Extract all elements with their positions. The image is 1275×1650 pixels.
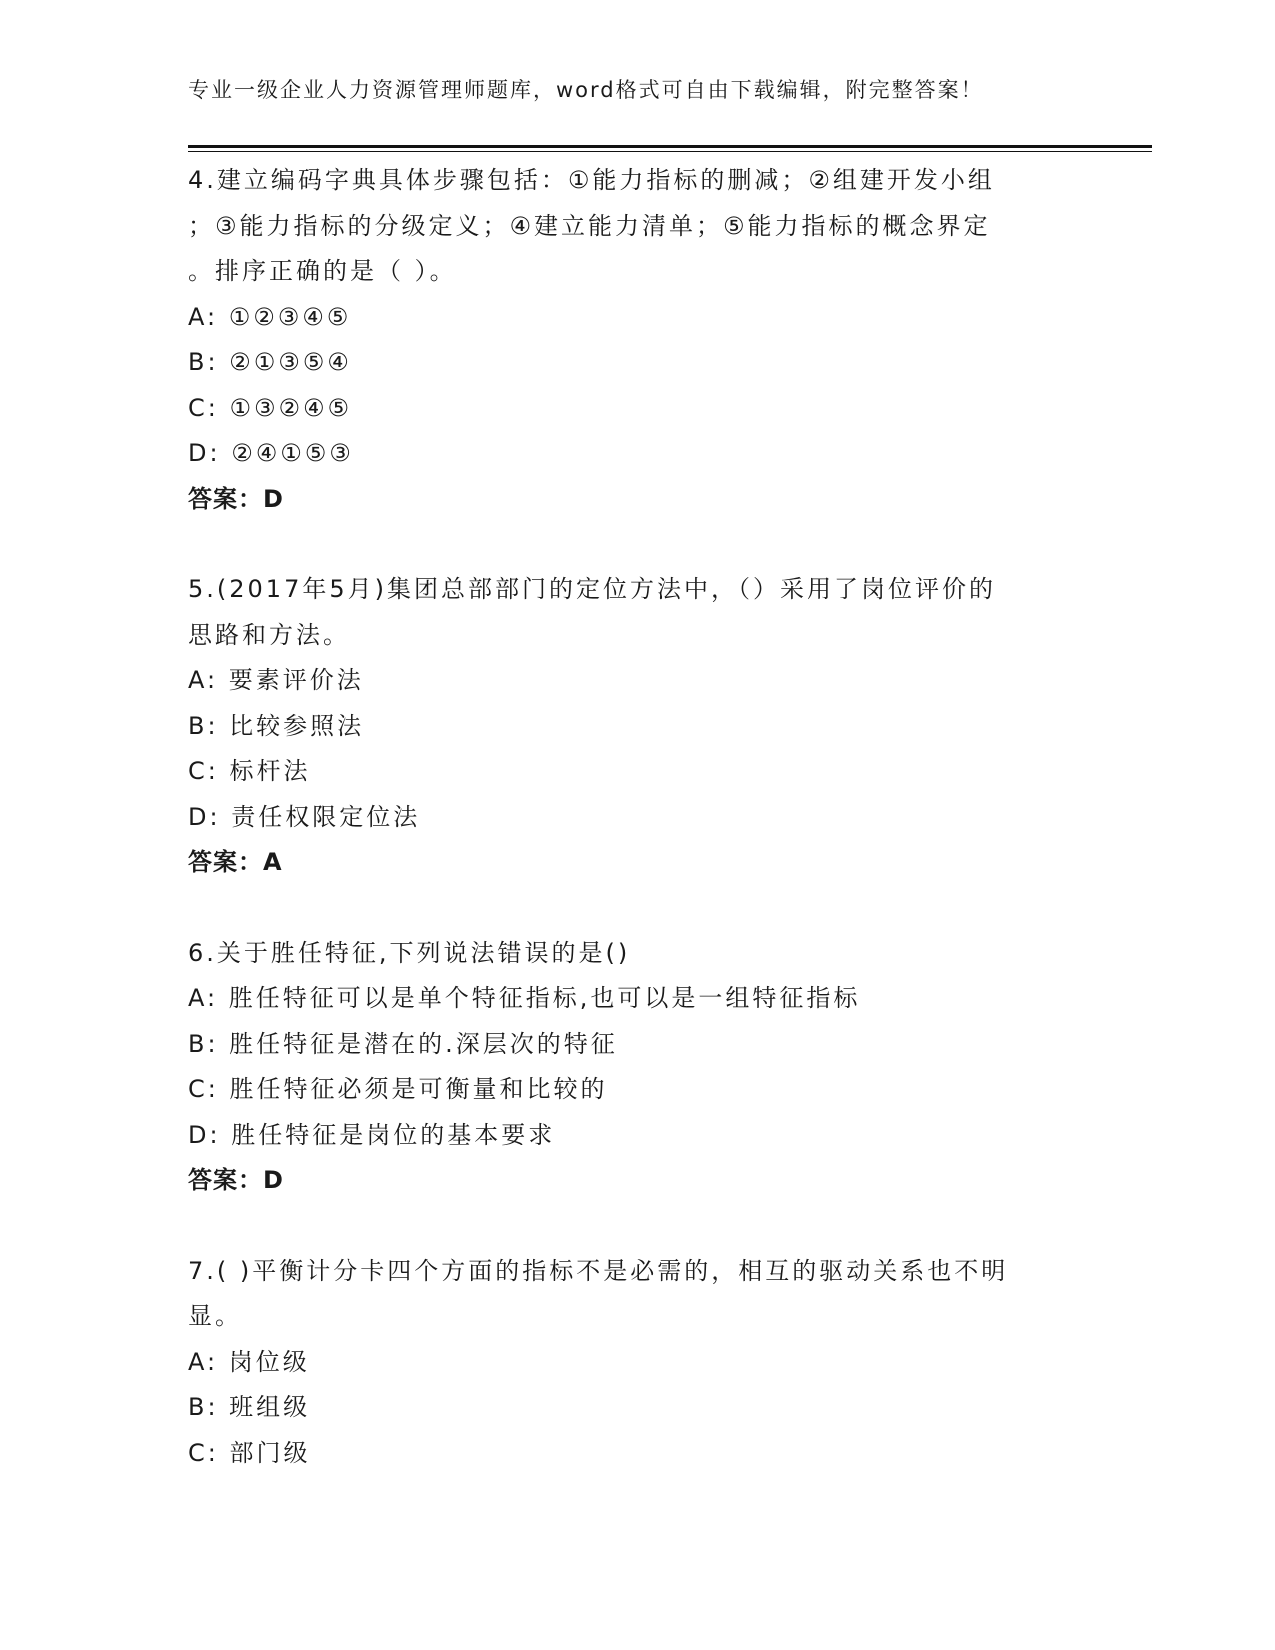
option-a: A: 要素评价法 [188,666,364,694]
question-7 [188,1249,1088,1477]
option-c: C: 部门级 [188,1438,311,1467]
header-rule-thin [188,151,1152,152]
page-header: 专业一级企业人力资源管理师题库，word格式可自由下载编辑，附完整答案！ [188,78,984,102]
question-5 [188,567,1088,886]
option-b: B: ②①③⑤④ [188,348,352,376]
answer-line: 答案：D [188,1166,284,1194]
header-rule-thick [188,145,1152,148]
option-d: D: ②④①⑤③ [188,439,354,467]
option-b: B: 班组级 [188,1393,311,1421]
question-6 [188,931,1088,1204]
question-stem-line: 4.建立编码字典具体步骤包括：①能力指标的删减；②组建开发小组 [188,166,995,194]
option-a: A: 岗位级 [188,1347,310,1376]
option-c: C: 标杆法 [188,757,311,785]
question-stem-line: 5.(2017年5月)集团总部部门的定位方法中，（）采用了岗位评价的 [188,575,996,603]
answer-line: 答案：D [188,484,284,513]
question-4 [188,158,1088,522]
question-stem-line: ；③能力指标的分级定义；④建立能力清单；⑤能力指标的概念界定 [188,211,991,240]
question-stem-line: 6.关于胜任特征,下列说法错误的是() [188,938,631,967]
option-b: B: 比较参照法 [188,711,365,740]
option-d: D: 胜任特征是岗位的基本要求 [188,1120,556,1149]
question-stem-line: 。排序正确的是（ ）。 [188,257,457,285]
option-a: A: ①②③④⑤ [188,302,352,331]
question-stem-line: 显。 [188,1302,242,1330]
option-d: D: 责任权限定位法 [188,802,421,831]
option-b: B: 胜任特征是潜在的.深层次的特征 [188,1029,618,1058]
option-c: C: 胜任特征必须是可衡量和比较的 [188,1075,608,1103]
option-a: A: 胜任特征可以是单个特征指标,也可以是一组特征指标 [188,984,861,1012]
question-stem-line: 思路和方法。 [188,620,350,649]
answer-line: 答案：A [188,848,283,876]
question-stem-line: 7.( )平衡计分卡四个方面的指标不是必需的，相互的驱动关系也不明 [188,1256,1009,1285]
option-c: C: ①③②④⑤ [188,393,353,422]
questions-list [188,158,1088,1521]
